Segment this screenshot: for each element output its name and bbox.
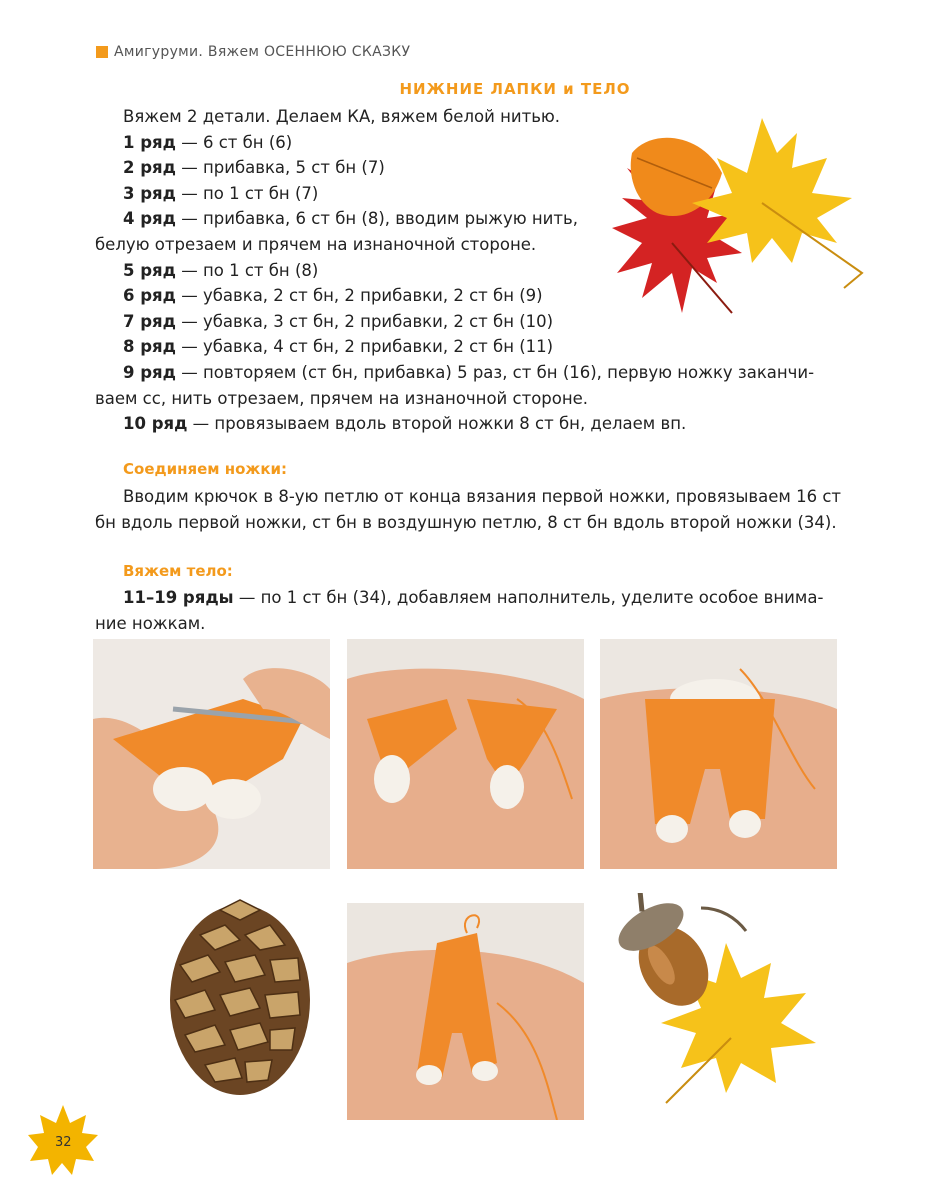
row-9-continuation: ваем сс, нить отрезаем, прячем на изнаночной стороне. <box>95 388 589 408</box>
body-illustration <box>600 639 837 869</box>
body-line-1: 11–19 ряды — по 1 ст бн (34), добавляем наполнитель, уделите особое внима- <box>123 588 824 607</box>
legs-hook-illustration <box>93 639 330 869</box>
running-header <box>96 44 410 60</box>
two-legs-illustration <box>347 639 584 869</box>
join-legs-heading: Соединяем ножки: <box>123 460 288 478</box>
body-line-2: ние ножкам. <box>95 613 206 633</box>
section-title-text: НИЖНИЕ ЛАПКИ и ТЕЛО <box>399 80 631 98</box>
join-line-2: бн вдоль первой ножки, ст бн в воздушную петлю, 8 ст бн вдоль второй ножки (34). <box>95 512 837 532</box>
page-number: 32 <box>55 1135 72 1150</box>
row-9: 9 ряд — повторяем (ст бн, прибавка) 5 раз, ст бн (16), первую ножку заканчи- <box>123 362 815 382</box>
row-8: 8 ряд — убавка, 4 ст бн, 2 прибавки, 2 ст бн (11) <box>123 337 554 357</box>
row-1: 1 ряд — 6 ст бн (6) <box>123 132 293 152</box>
photo-body-upright-on-palm <box>347 903 584 1120</box>
body-paragraph <box>95 585 840 636</box>
photo-legs-with-hook <box>93 639 330 869</box>
upright-body-illustration <box>347 903 584 1120</box>
join-legs-paragraph <box>95 484 840 535</box>
row-4: 4 ряд — прибавка, 6 ст бн (8), вводим рыжую нить, <box>123 209 578 229</box>
acorn-and-leaf-illustration <box>606 893 856 1113</box>
instructions-block <box>95 104 840 437</box>
intro-line: Вяжем 2 детали. Делаем КА, вяжем белой нитью. <box>123 107 561 126</box>
row-7: 7 ряд — убавка, 3 ст бн, 2 прибавки, 2 ст бн (10) <box>123 311 554 331</box>
section-title <box>0 80 930 98</box>
join-line-1: Вводим крючок в 8-ую петлю от конца вязания первой ножки, провязываем 16 ст <box>123 487 842 506</box>
header-text: Амигуруми. Вяжем ОСЕННЮЮ СКАЗКУ <box>114 44 411 60</box>
body-heading: Вяжем тело: <box>123 562 233 580</box>
row-2: 2 ряд — прибавка, 5 ст бн (7) <box>123 158 385 178</box>
header-square-icon <box>96 46 108 58</box>
photo-body-on-palm <box>600 639 837 869</box>
pine-cone-illustration <box>150 890 330 1100</box>
row-4-continuation: белую отрезаем и прячем на изнаночной стороне. <box>95 234 537 254</box>
row-6: 6 ряд — убавка, 2 ст бн, 2 прибавки, 2 ст бн (9) <box>123 286 543 306</box>
row-5: 5 ряд — по 1 ст бн (8) <box>123 260 319 280</box>
photo-two-legs-on-palm <box>347 639 584 869</box>
row-3: 3 ряд — по 1 ст бн (7) <box>123 183 319 203</box>
row-10: 10 ряд — провязываем вдоль второй ножки 8 ст бн, делаем вп. <box>123 414 687 434</box>
